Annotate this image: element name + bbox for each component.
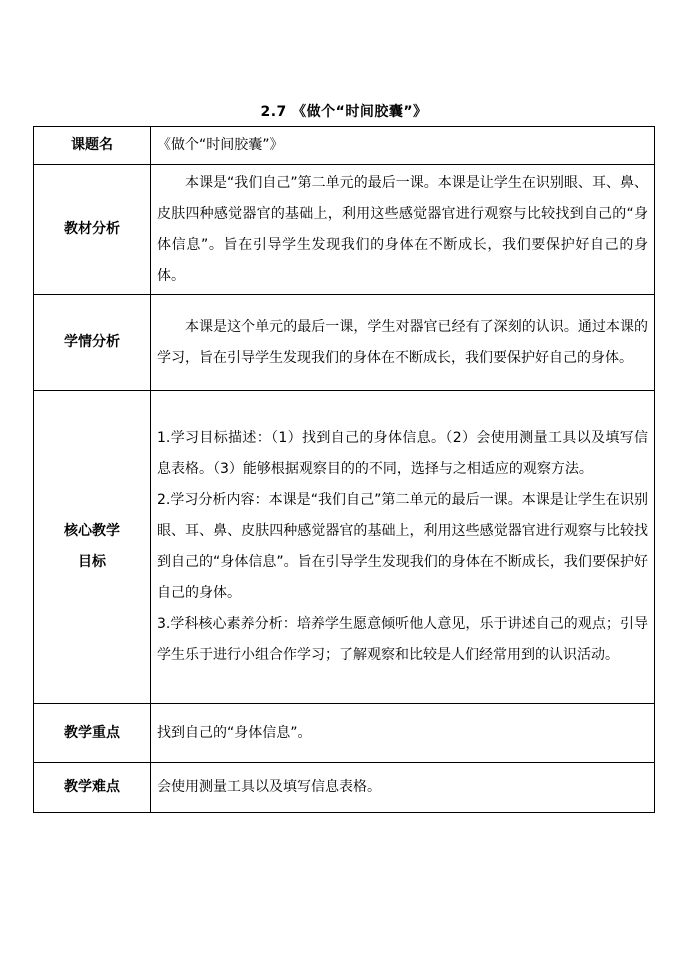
- row-content-difficulties: [151, 763, 655, 813]
- row-label-student-analysis: 学情分析: [34, 295, 151, 391]
- content-paragraph: 会使用测量工具以及填写信息表格。: [157, 779, 381, 795]
- table-row: [34, 763, 655, 813]
- row-label-core-goals: [34, 391, 151, 704]
- table-row: [34, 295, 655, 391]
- content-paragraph: 本课是这个单元的最后一课，学生对器官已经有了深刻的认识。通过本课的学习，旨在引导学生发现我们的身体在不断成长，我们要保护好自己的身体。: [157, 318, 648, 366]
- row-label-difficulties: 教学难点: [34, 763, 151, 813]
- label-line: 目标: [78, 554, 106, 570]
- row-content-key-points: [151, 704, 655, 763]
- row-label-material-analysis: 教材分析: [34, 165, 151, 295]
- table-row: [34, 127, 655, 165]
- content-paragraph: 《做个“时间胶囊”》: [157, 137, 284, 153]
- content-paragraph: 1.学习目标描述：（1）找到自己的身体信息。（2）会使用测量工具以及填写信息表格。（3）能够根据观察目的的不同，选择与之相适应的观察方法。: [157, 430, 648, 477]
- table-row: [34, 704, 655, 763]
- content-paragraph: 本课是“我们自己”第二单元的最后一课。本课是让学生在识别眼、耳、鼻、皮肤四种感觉器官的基础上，利用这些感觉器官进行观察与比较找到自己的“身体信息”。旨在引导学生发现我们的身体在不断成长，我们要保护好自己的身体。: [157, 174, 648, 284]
- row-label-key-points: 教学重点: [34, 704, 151, 763]
- lesson-plan-table: [33, 126, 655, 813]
- document-title: 2.7 《做个“时间胶囊”》: [260, 104, 428, 120]
- table-row: [34, 391, 655, 704]
- row-content-core-goals: [151, 391, 655, 704]
- content-paragraph: 2.学习分析内容：本课是“我们自己”第二单元的最后一课。本课是让学生在识别眼、耳、鼻、皮肤四种感觉器官的基础上，利用这些感觉器官进行观察与比较找到自己的“身体信息”。旨在引导学生发现我们的身体在不断成长，我们要保护好自己的身体。: [157, 492, 648, 601]
- row-content-student-analysis: [151, 295, 655, 391]
- row-content-material-analysis: [151, 165, 655, 295]
- content-paragraph: 3.学科核心素养分析：培养学生愿意倾听他人意见，乐于讲述自己的观点；引导学生乐于进行小组合作学习；了解观察和比较是人们经常用到的认识活动。: [157, 616, 648, 663]
- label-line: 核心教学: [64, 523, 120, 539]
- row-content-topic: [151, 127, 655, 165]
- row-label-topic: 课题名: [34, 127, 151, 165]
- table-row: [34, 165, 655, 295]
- content-paragraph: 找到自己的“身体信息”。: [157, 724, 312, 741]
